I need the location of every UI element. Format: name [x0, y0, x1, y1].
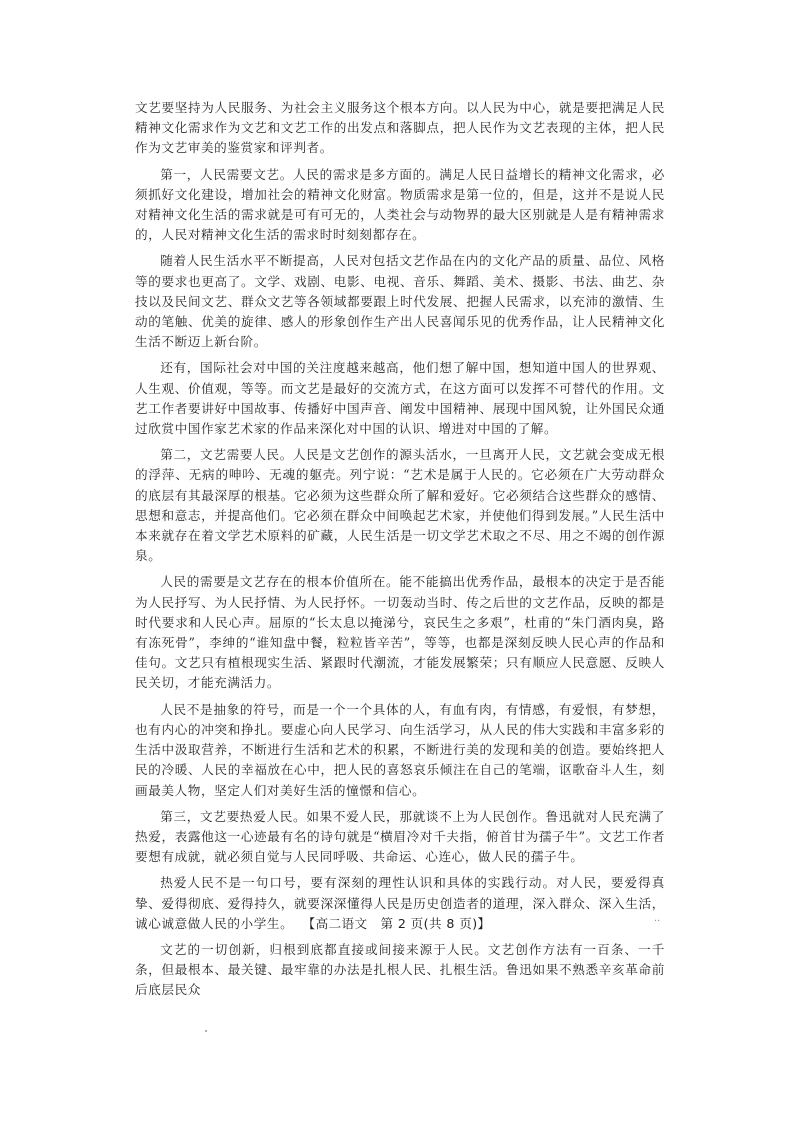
footer-mark: ·· [654, 916, 661, 927]
paragraph: 第一，人民需要文艺。人民的需求是多方面的。满足人民日益增长的精神文化需求，必须抓好文化建设，增加社会的精神文化财富。物质需求是第一位的，但是，这并不是说人民对精神文化生活的需求就是可有可无的，人类社会与动物界的最大区别就是人是有精神需求的，人民对精神文化生活的需求时时刻刻都存在。 [135, 166, 665, 243]
paragraph: 还有，国际社会对中国的关注度越来越高，他们想了解中国，想知道中国人的世界观、人生观、价值观，等等。而文艺是最好的交流方式，在这方面可以发挥不可替代的作用。文艺工作者要讲好中国故事、传播好中国声音、阐发中国精神、展现中国风貌，让外国民众通过欣赏中国作家艺术家的作品来深化对中国的认识、增进对中国的了解。 [135, 360, 665, 437]
page-footer: 【高二语文 第 2 页(共 8 页)】 [302, 916, 491, 931]
paragraph: 人民不是抽象的符号，而是一个一个具体的人，有血有肉，有情感，有爱恨，有梦想，也有内心的冲突和挣扎。要虚心向人民学习、向生活学习，从人民的伟大实践和丰富多彩的生活中汲取营养，不断进行生活和艺术的积累，不断进行美的发现和美的创造。要始终把人民的冷暖、人民的幸福放在心中，把人民的喜怒哀乐倾注在自己的笔端，讴歌奋斗人生，刻画最美人物，坚定人们对美好生活的憧憬和信心。 [135, 701, 665, 798]
paragraph: 文艺的一切创新，归根到底都直接或间接来源于人民。文艺创作方法有一百条、一千条，但最根本、最关键、最牢靠的办法是扎根人民、扎根生活。鲁迅如果不熟悉辛亥革命前后底层民众 [135, 941, 665, 998]
paragraph: 文艺要坚持为人民服务、为社会主义服务这个根本方向。以人民为中心，就是要把满足人民精神文化需求作为文艺和文艺工作的出发点和落脚点，把人民作为文艺表现的主体，把人民作为文艺审美的鉴赏家和评判者。 [135, 100, 665, 156]
document-body [135, 98, 665, 1007]
paragraph: 人民的需要是文艺存在的根本价值所在。能不能搞出优秀作品，最根本的决定于是否能为人民抒写、为人民抒情、为人民抒怀。一切轰动当时、传之后世的文艺作品，反映的都是时代要求和人民心声。屈原的“长太息以掩涕兮，哀民生之多艰”，杜甫的“朱门酒肉臭，路有冻死骨”，李绅的“谁知盘中餐，粒粒皆辛苦”，等等，也都是深刻反映人民心声的作品和佳句。文艺只有植根现实生活、紧跟时代潮流，才能发展繁荣；只有顺应人民意愿、反映人民关切，才能充满活力。 [135, 574, 665, 691]
paragraph: 第三，文艺要热爱人民。如果不爱人民，那就谈不上为人民创作。鲁迅就对人民充满了热爱，表露他这一心迹最有名的诗句就是“横眉冷对千夫指，俯首甘为孺子牛”。文艺工作者要想有成就，就必须自觉与人民同呼吸、共命运、心连心，做人民的孺子牛。 [135, 808, 665, 865]
paragraph: 热爱人民不是一句口号，要有深刻的理性认识和具体的实践行动。对人民，要爱得真挚、爱得彻底、爱得持久，就要深深懂得人民是历史创造者的道理，深入群众、深入生活，诚心诚意做人民的小学生。 [135, 875, 665, 931]
scan-speck [205, 1030, 207, 1032]
paragraph: 随着人民生活水平不断提高，人民对包括文艺作品在内的文化产品的质量、品位、风格等的要求也更高了。文学、戏剧、电影、电视、音乐、舞蹈、美术、摄影、书法、曲艺、杂技以及民间文艺、群众文艺等各领域都要跟上时代发展、把握人民需求，以充沛的激情、生动的笔触、优美的旋律、感人的形象创作生产出人民喜闻乐见的优秀作品，让人民精神文化生活不断迈上新台阶。 [135, 253, 665, 350]
paragraph: 第二，文艺需要人民。人民是文艺创作的源头活水，一旦离开人民，文艺就会变成无根的浮萍、无病的呻吟、无魂的躯壳。列宁说：“艺术是属于人民的。它必须在广大劳动群众的底层有其最深厚的根基。它必须为这些群众所了解和爱好。它必须结合这些群众的感情、思想和意志，并提高他们。它必须在群众中间唤起艺术家，并使他们得到发展。”人民生活中本来就存在着文学艺术原料的矿藏，人民生活是一切文学艺术取之不尽、用之不竭的创作源泉。 [135, 447, 665, 564]
